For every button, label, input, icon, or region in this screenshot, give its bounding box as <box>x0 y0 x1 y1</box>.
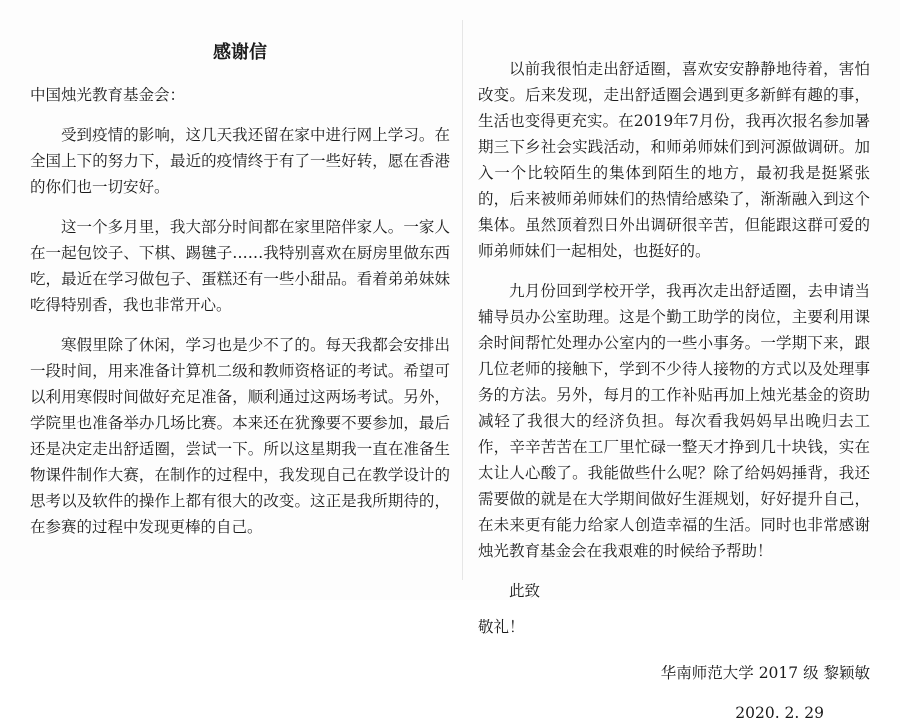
letter-salutation: 中国烛光教育基金会： <box>30 86 186 104</box>
paragraph-3: 寒假里除了休闲，学习也是少不了的。每天我都会安排出一段时间，用来准备计算机二级和教师资格证的考试。希望可以利用寒假时间做好充足准备，顺利通过这两场考试。另外，学院里也准备举办几场比赛。本来还在犹豫要不要参加，最后还是决定走出舒适圈，尝试一下。所以这星期我一直在准备生物课件制作大赛，在制作的过程中，我发现自己在教学设计的思考以及软件的操作上都有很大的改变。这正是我所期待的，在参赛的过程中发现更棒的自己。 <box>30 336 450 536</box>
paragraph-2: 这一个多月里，我大部分时间都在家里陪伴家人。一家人在一起包饺子、下棋、踢毽子……我特别喜欢在厨房里做东西吃，最近在学习做包子、蛋糕还有一些小甜品。看着弟弟妹妹吃得特别香，我也非常开心。 <box>30 218 450 314</box>
paragraph-1: 受到疫情的影响，这几天我还留在家中进行网上学习。在全国上下的努力下，最近的疫情终于有了一些好转，愿在香港的你们也一切安好。 <box>30 126 450 196</box>
right-column <box>478 56 870 726</box>
paragraph-4: 以前我很怕走出舒适圈，喜欢安安静静地待着，害怕改变。后来发现，走出舒适圈会遇到更多新鲜有趣的事，生活也变得更充实。在2019年7月份，我再次报名参加暑期三下乡社会实践活动，和师弟师妹们到河源做调研。加入一个比较陌生的集体到陌生的地方，最初我是挺紧张的，后来被师弟师妹们的热情给感染了，渐渐融入到这个集体。虽然顶着烈日外出调研很辛苦，但能跟这群可爱的师弟师妹们一起相处，也挺好的。 <box>478 60 870 260</box>
paragraph-5: 九月份回到学校开学，我再次走出舒适圈，去申请当辅导员办公室助理。这是个勤工助学的岗位，主要利用课余时间帮忙处理办公室内的一些小事务。一学期下来，跟几位老师的接触下，学到不少待人接物的方式以及处理事务的方法。另外，每月的工作补贴再加上烛光基金的资助减轻了我很大的经济负担。每次看我妈妈早出晚归去工作，辛辛苦苦在工厂里忙碌一整天才挣到几十块钱，实在太让人心酸了。我能做些什么呢？除了给妈妈捶背，我还需要做的就是在大学期间做好生涯规划，好好提升自己，在未来更有能力给家人创造幸福的生活。同时也非常感谢烛光教育基金会在我艰难的时候给予帮助！ <box>478 282 870 560</box>
letter-signature: 华南师范大学 2017 级 黎颖敏 <box>660 664 870 682</box>
letter-date: 2020. 2. 29 <box>735 704 824 722</box>
letter-title: 感谢信 <box>213 42 267 63</box>
left-column <box>30 40 450 554</box>
letter-closing: 此致 <box>509 582 541 600</box>
column-divider <box>462 20 463 580</box>
letter-regards: 敬礼！ <box>478 618 525 636</box>
